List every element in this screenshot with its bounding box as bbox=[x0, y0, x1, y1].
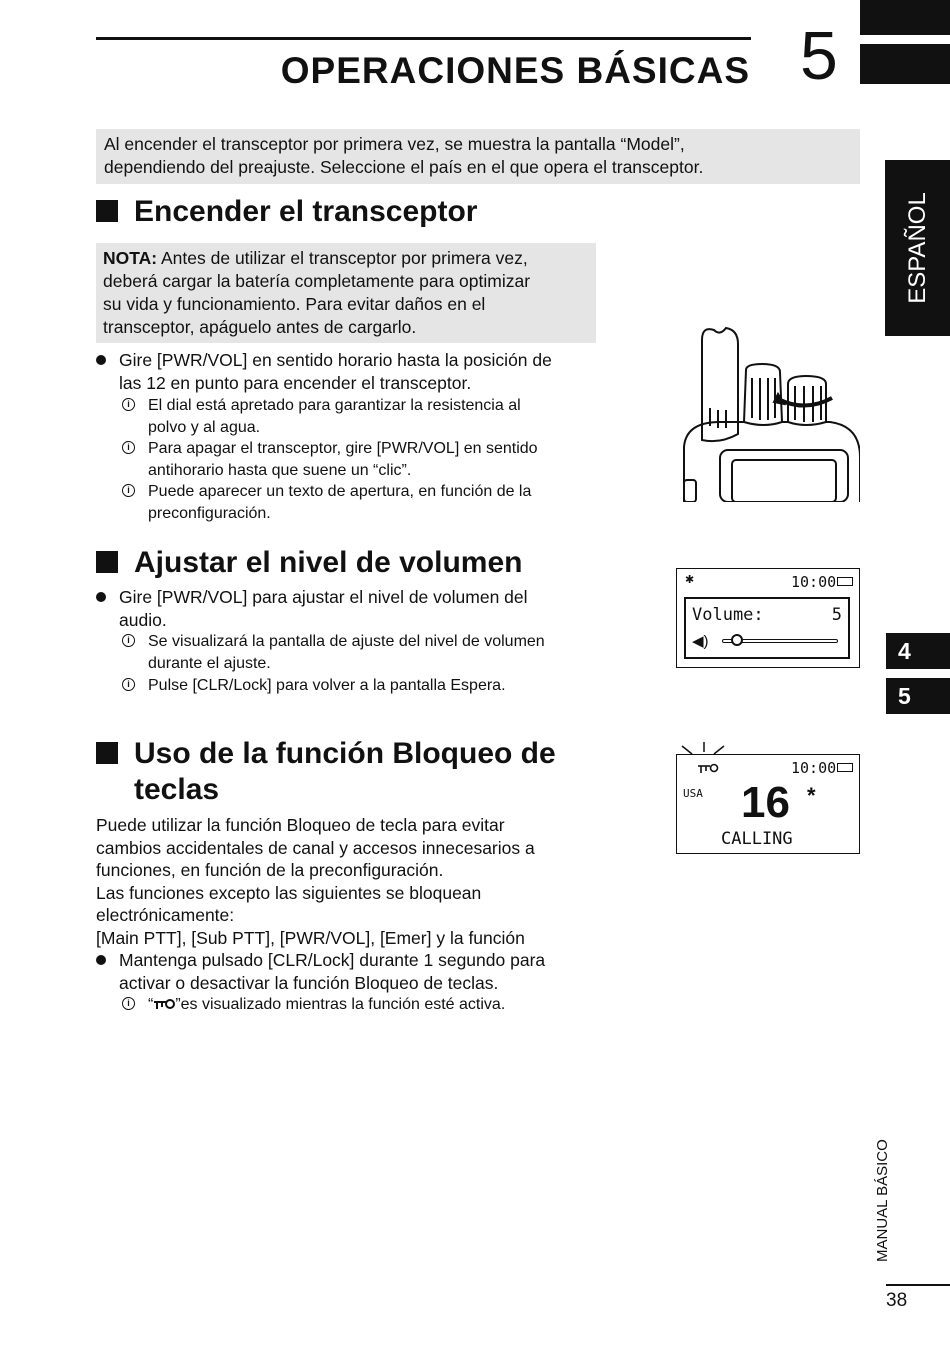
lcd-time: 10:00 bbox=[791, 573, 837, 591]
battery-icon bbox=[837, 763, 853, 772]
battery-icon bbox=[837, 577, 853, 586]
volume-track bbox=[722, 639, 838, 643]
info-icon: i bbox=[122, 997, 135, 1010]
section-heading-key-lock-cont: teclas bbox=[134, 773, 220, 806]
intro-line: Al encender el transceptor por primera vez, se muestra la pantalla “Model”, bbox=[104, 134, 685, 154]
language-tab bbox=[885, 160, 950, 336]
volume-value: 5 bbox=[831, 605, 842, 625]
info-item: i Puede aparecer un texto de apertura, en función de la preconfiguración. bbox=[122, 481, 602, 524]
section-heading-volume: Ajustar el nivel de volumen bbox=[96, 545, 522, 581]
info-icon: i bbox=[122, 634, 135, 647]
language-tab-label: ESPAÑOL bbox=[903, 192, 931, 304]
volume-lcd bbox=[676, 568, 860, 668]
bullet-icon bbox=[96, 955, 106, 965]
corner-tab-bottom bbox=[860, 44, 950, 84]
channel-number: 16 bbox=[741, 778, 790, 827]
key-lock-lcd bbox=[676, 754, 860, 854]
info-item: i Pulse [CLR/Lock] para volver a la pantalla Espera. bbox=[122, 675, 602, 697]
info-item: i “ ”es visualizado mientras la función esté activa. bbox=[122, 994, 602, 1016]
info-item: i Se visualizará la pantalla de ajuste del nivel de volumen durante el ajuste. bbox=[122, 631, 602, 674]
key-lock-paragraph: Puede utilizar la función Bloqueo de tecla para evitar cambios accidentales de canal y accesos innecesarios a funciones, en función de la preconfiguración. Las funciones excepto las siguientes se bloquean electrónicamente: [Main PTT], [Sub PTT], [PWR/VOL], [Emer] y la función bbox=[96, 815, 535, 948]
bullet-icon bbox=[96, 592, 106, 602]
chapter-tab-5[interactable]: 5 bbox=[886, 678, 950, 714]
key-lock-icon bbox=[153, 995, 175, 1007]
bullet-icon bbox=[96, 355, 106, 365]
page-number: 38 bbox=[886, 1290, 908, 1311]
bullet-volume: Gire [PWR/VOL] para ajustar el nivel de volumen del audio. bbox=[96, 586, 606, 632]
manual-label: MANUAL BÁSICO bbox=[874, 1139, 891, 1262]
section-heading-key-lock: Uso de la función Bloqueo de bbox=[96, 736, 556, 772]
chapter-number: 5 bbox=[800, 18, 838, 94]
note-label: NOTA: bbox=[103, 248, 158, 268]
info-icon: i bbox=[122, 678, 135, 691]
chapter-tab-4[interactable]: 4 bbox=[886, 633, 950, 669]
heading-square-icon bbox=[96, 742, 118, 764]
info-item: i El dial está apretado para garantizar la resistencia al polvo y al agua. bbox=[122, 395, 602, 438]
volume-popup bbox=[684, 597, 850, 659]
info-icon: i bbox=[122, 441, 135, 454]
region-label: USA bbox=[683, 787, 703, 800]
speaker-icon: ◀) bbox=[692, 633, 709, 650]
volume-knob bbox=[731, 634, 743, 646]
header-rule bbox=[96, 37, 751, 40]
intro-line: dependiendo del preajuste. Seleccione el país en el que opera el transceptor. bbox=[104, 157, 704, 177]
info-icon: i bbox=[122, 484, 135, 497]
intro-box bbox=[96, 129, 860, 184]
info-icon: i bbox=[122, 398, 135, 411]
bullet-power-on: Gire [PWR/VOL] en sentido horario hasta la posición de las 12 en punto para encender el transceptor. bbox=[96, 349, 606, 395]
section-heading-power-on: Encender el transceptor bbox=[96, 194, 477, 230]
lcd-time: 10:00 bbox=[791, 759, 837, 777]
bluetooth-icon: ✱ bbox=[685, 574, 695, 586]
chapter-title: OPERACIONES BÁSICAS bbox=[280, 50, 750, 91]
corner-tab-top bbox=[860, 0, 950, 35]
key-lock-icon bbox=[697, 761, 719, 773]
heading-square-icon bbox=[96, 200, 118, 222]
bullet-key-lock: Mantenga pulsado [CLR/Lock] durante 1 segundo para activar o desactivar la función Bloqueo de teclas. bbox=[96, 949, 606, 995]
radio-illustration bbox=[680, 322, 860, 502]
channel-status: CALLING bbox=[721, 829, 793, 849]
volume-label: Volume: bbox=[692, 605, 764, 625]
channel-star: * bbox=[807, 783, 816, 808]
info-item: i Para apagar el transceptor, gire [PWR/VOL] en sentido antihorario hasta que suene un “clic”. bbox=[122, 438, 602, 481]
footer-rule bbox=[886, 1284, 950, 1286]
heading-square-icon bbox=[96, 551, 118, 573]
note-box: NOTA: Antes de utilizar el transceptor por primera vez, deberá cargar la batería completamente para optimizar su vida y funcionamiento. Para evitar daños en el transceptor, apáguelo antes de cargarlo. bbox=[96, 243, 596, 343]
